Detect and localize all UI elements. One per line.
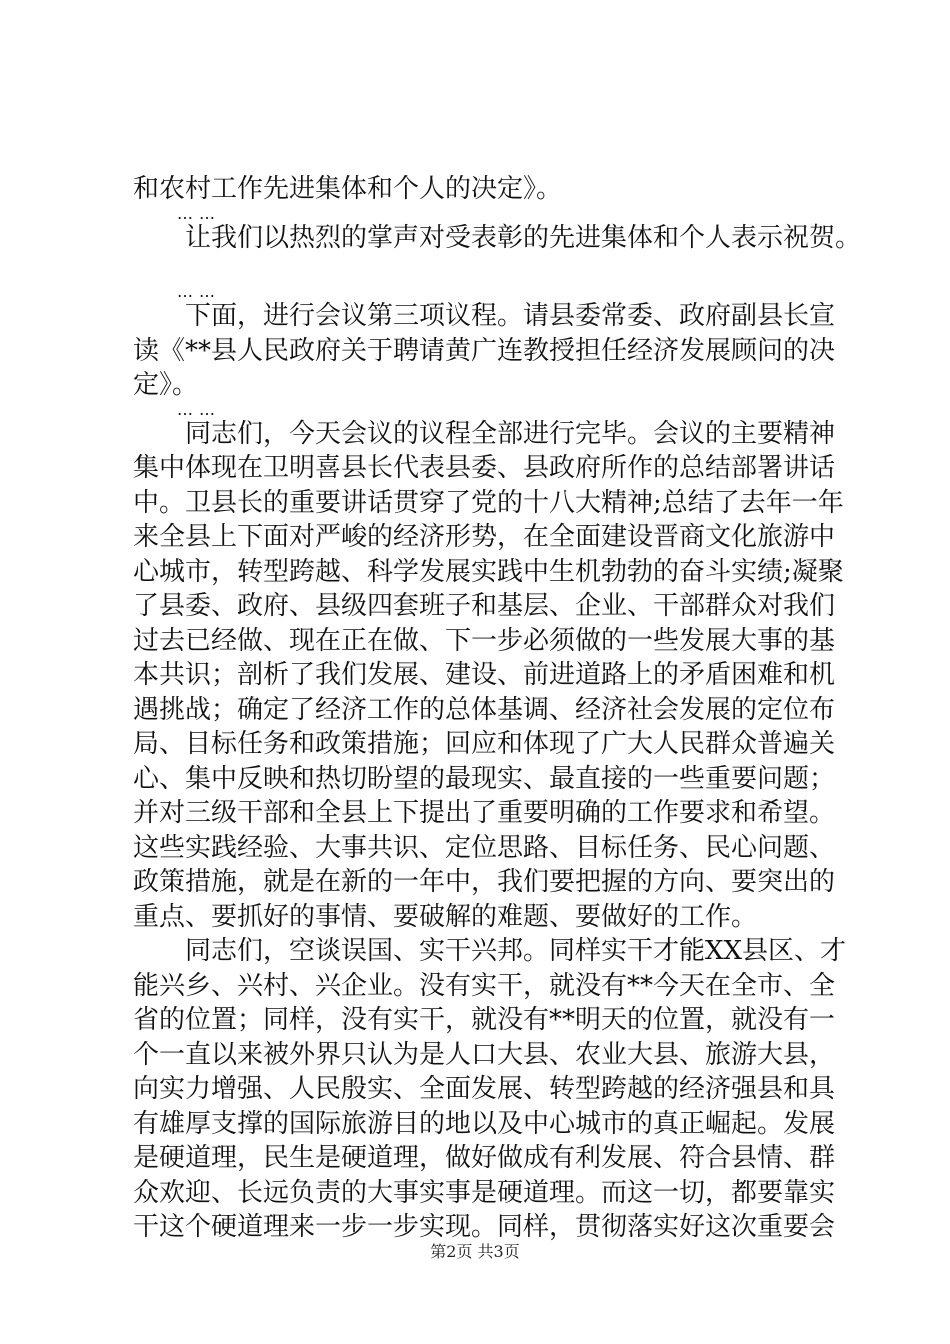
text-line: 是硬道理，民生是硬道理，做好做成有利发展、符合县情、群	[133, 1143, 836, 1173]
text-line: 读《**县人民政府关于聘请黄广连教授担任经济发展顾问的决	[133, 335, 836, 366]
text-line: 来全县上下面对严峻的经济形势，在全面建设晋商文化旅游中	[133, 522, 836, 552]
text-line: 集中体现在卫明喜县长代表县委、县政府所作的总结部署讲话	[133, 453, 836, 483]
text-line: 政策措施，就是在新的一年中，我们要把握的方向、要突出的	[133, 867, 836, 897]
text-line: 心城市，转型跨越、科学发展实践中生机勃勃的奋斗实绩;凝聚	[133, 556, 844, 587]
paragraph-start: 下面，进行会议第三项议程。请县委常委、政府副县长宣	[185, 301, 836, 331]
paragraph-start: 同志们，今天会议的议程全部进行完毕。会议的主要精神	[185, 418, 836, 449]
text-line: 能兴乡、兴村、兴企业。没有实干，就没有**今天在全市、全	[133, 970, 836, 1001]
text-line: 中。卫县长的重要讲话贯穿了党的十八大精神;总结了去年一年	[133, 487, 844, 518]
text-line: 遇挑战；确定了经济工作的总体基调、经济社会发展的定位布	[133, 694, 836, 725]
text-line: 让我们以热烈的掌声对受表彰的先进集体和个人表示祝贺。	[185, 222, 862, 253]
spacer	[133, 255, 833, 285]
ellipsis: ……	[177, 203, 221, 223]
text-line: 过去已经做、现在正在做、下一步必须做的一些发展大事的基	[133, 625, 836, 656]
text-line: 向实力增强、人民殷实、全面发展、转型跨越的经济强县和具	[133, 1074, 836, 1104]
text-line: 定》。	[133, 370, 199, 400]
text-line: 重点、要抓好的事情、要破解的难题、要做好的工作。	[133, 901, 758, 932]
text-line: 了县委、政府、县级四套班子和基层、企业、干部群众对我们	[133, 591, 836, 621]
text-line: 个一直以来被外界只认为是人口大县、农业大县、旅游大县，	[133, 1039, 836, 1070]
document-body	[133, 172, 862, 1245]
text-line: 众欢迎、长远负责的大事实事是硬道理。而这一切，都要靠实	[133, 1177, 836, 1208]
text-line: 干这个硬道理来一步一步实现。同样，贯彻落实好这次重要会	[133, 1212, 836, 1242]
ellipsis: ……	[177, 282, 221, 301]
text-line: 省的位置；同样，没有实干，就没有**明天的位置，就没有一	[133, 1005, 836, 1035]
text-line: 心、集中反映和热切盼望的最现实、最直接的一些重要问题；	[133, 763, 836, 794]
text-line: 并对三级干部和全县上下提出了重要明确的工作要求和希望。	[133, 798, 836, 828]
text-line: 有雄厚支撑的国际旅游目的地以及中心城市的真正崛起。发展	[133, 1108, 836, 1139]
ellipsis: ……	[177, 399, 221, 419]
text-line: 本共识；剖析了我们发展、建设、前进道路上的矛盾困难和机	[133, 660, 836, 690]
paragraph-start: 同志们，空谈误国、实干兴邦。同样实干才能XX县区、才	[185, 936, 847, 966]
text-line: 局、目标任务和政策措施；回应和体现了广大人民群众普遍关	[133, 729, 836, 759]
page-number-footer: 第2页 共3页	[430, 1242, 520, 1261]
text-line: 这些实践经验、大事共识、定位思路、目标任务、民心问题、	[133, 832, 836, 863]
text-line: 和农村工作先进集体和个人的决定》。	[133, 174, 563, 204]
